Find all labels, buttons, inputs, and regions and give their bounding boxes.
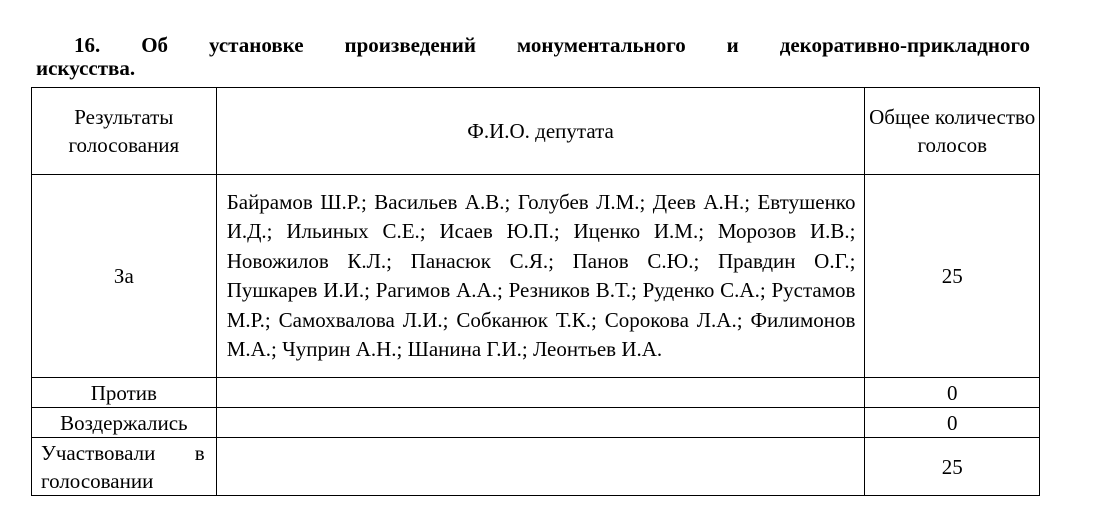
table-row-for [32, 175, 1040, 378]
row-count-abstained: 0 [865, 408, 1040, 438]
row-count-for: 25 [865, 175, 1040, 378]
header-total: Общее количество голосов [865, 88, 1040, 175]
row-names-against [216, 378, 865, 408]
row-label-participated: Участвовали в голосовании [32, 438, 217, 496]
section-heading [36, 32, 1030, 86]
row-names-for: Байрамов Ш.Р.; Васильев А.В.; Голубев Л.М.; Деев А.Н.; Евтушенко И.Д.; Ильиных С.Е.; Исаев Ю.П.; Иценко И.М.; Морозов И.В.; Новожилов К.Л.; Панасюк С.Я.; Панов С.Ю.; Правдин О.Г.; Пушкарев И.И.; Рагимов А.А.; Резников В.Т.; Руденко С.А.; Рустамов М.Р.; Самохвалова Л.И.; Собканюк Т.К.; Сорокова Л.А.; Филимонов М.А.; Чуприн А.Н.; Шанина Г.И.; Леонтьев И.А. [216, 175, 865, 378]
row-label-abstained: Воздержались [32, 408, 217, 438]
heading-line-1: 16. Об установке произведений монументального и декоративно-прикладного [74, 33, 1030, 57]
table-row-participated [32, 438, 1040, 496]
table-header-row [32, 88, 1040, 175]
row-names-abstained [216, 408, 865, 438]
heading-line-2: искусства. [36, 56, 136, 80]
row-count-against: 0 [865, 378, 1040, 408]
header-results: Результаты голосования [32, 88, 217, 175]
header-deputy: Ф.И.О. депутата [216, 88, 865, 175]
row-count-participated: 25 [865, 438, 1040, 496]
row-names-participated [216, 438, 865, 496]
voting-results-table [31, 87, 1040, 496]
row-label-against: Против [32, 378, 217, 408]
table-row-against [32, 378, 1040, 408]
table-row-abstained [32, 408, 1040, 438]
row-label-for: За [32, 175, 217, 378]
